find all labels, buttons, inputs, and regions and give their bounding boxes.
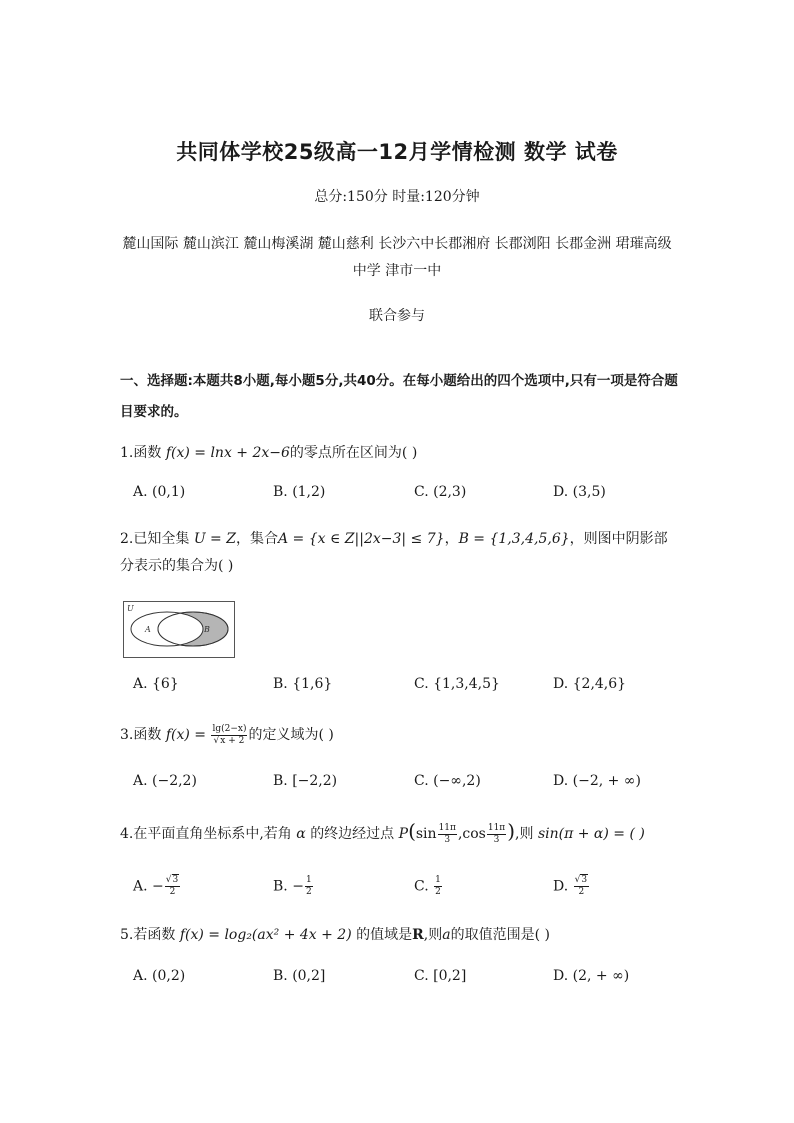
question-text: 函数 (133, 727, 162, 743)
choice-letter: B. (273, 878, 288, 895)
fraction-denominator: 3 (493, 834, 500, 845)
choice-d[interactable]: D. {2,4,6} (553, 676, 627, 692)
choice-fraction (165, 875, 180, 898)
formula-b: B = {1,3,4,5,6} (458, 531, 570, 547)
choices-5 (133, 968, 693, 994)
question-text: 的取值范围是( ) (450, 927, 550, 943)
question-text: ，集合 (235, 531, 278, 547)
question-text: ，则图中阴影部分表示的集合为( ) (120, 531, 668, 574)
fraction-denominator: 2 (305, 887, 312, 897)
choice-letter: D. (553, 878, 569, 895)
radicand: 3 (581, 875, 588, 885)
a-label: A (145, 625, 151, 634)
question-text: 若函数 (133, 927, 176, 943)
formula: f(x) = lnx + 2x−6 (165, 445, 290, 461)
choice-c[interactable] (414, 875, 443, 898)
choice-letter: C. (414, 878, 429, 895)
radicand: 3 (172, 875, 179, 885)
choice-a[interactable]: A. {6} (133, 676, 179, 692)
choice-b[interactable]: B. (1,2) (273, 484, 326, 500)
radicand: x + 2 (220, 735, 245, 746)
school-list: 麓山国际 麓山滨江 麓山梅溪湖 麓山慈利 长沙六中长郡湘府 长郡浏阳 长郡金洲 珺璀高级中学 津市一中 (122, 236, 672, 279)
choices-4 (133, 875, 693, 901)
question-text: ,则 (515, 826, 534, 842)
formula-u: U = Z (193, 531, 236, 547)
joint-note: 联合参与 (369, 308, 425, 324)
choice-a[interactable]: A. (−2,2) (133, 773, 197, 789)
choice-a[interactable] (133, 875, 181, 898)
choice-b[interactable] (273, 875, 314, 898)
choice-fraction (434, 875, 442, 898)
formula-a: A = {x ∈ Z||2x−3| ≤ 7} (277, 531, 445, 547)
question-text: 的定义域为( ) (248, 727, 334, 743)
question-number: 2. (120, 531, 134, 547)
choices-1 (133, 484, 693, 510)
choice-fraction (305, 875, 313, 898)
question-text: 的值域是 (356, 927, 413, 943)
choice-d[interactable]: D. (2, + ∞) (553, 968, 630, 984)
fraction-denominator: 2 (578, 887, 585, 897)
alpha-symbol: α (296, 826, 306, 842)
question-text: ， (444, 531, 459, 547)
choice-c[interactable]: C. [0,2] (414, 968, 467, 984)
cos-label: cos (462, 826, 486, 842)
fraction-numerator: √3 (574, 875, 588, 885)
question-text: 在平面直角坐标系中,若角 (133, 826, 292, 842)
angle-fraction (438, 823, 457, 846)
choice-d[interactable] (553, 875, 590, 898)
domain-fraction (211, 724, 247, 747)
exam-meta: 总分:150分 时量:120分钟 (314, 189, 480, 205)
choice-d[interactable]: D. (−2, + ∞) (553, 773, 641, 789)
question-number: 1. (120, 445, 134, 461)
range-symbol: R (412, 927, 424, 943)
question-number: 4. (120, 826, 134, 842)
question-3 (120, 722, 680, 749)
formula-lhs: f(x) = (165, 727, 206, 743)
fraction-denominator: √x + 2 (213, 735, 245, 746)
section-heading: 一、选择题:本题共8小题,每小题5分,共40分。在每小题给出的四个选项中,只有一项是符合题目要求的。 (120, 373, 678, 420)
choice-sign: − (292, 878, 304, 895)
question-number: 5. (120, 927, 134, 943)
question-text: ,则 (423, 927, 443, 943)
u-label: U (127, 604, 134, 613)
question-4: 4.在平面直角坐标系中,若角 α 的终边经过点 P(sin $\frac{11\pi}{3}$ ,cos $\frac{11\pi}{3}$ ),则 sin(π + α) = ( ) (120, 819, 645, 845)
question-text: 的零点所在区间为( ) (289, 445, 418, 461)
question-1 (120, 440, 680, 467)
choice-d[interactable]: D. (3,5) (553, 484, 606, 500)
choice-c[interactable]: C. (−∞,2) (414, 773, 481, 789)
question-number: 3. (120, 727, 134, 743)
question-text: 函数 (133, 445, 162, 461)
choice-b[interactable]: B. {1,6} (273, 676, 333, 692)
angle-fraction (487, 823, 506, 846)
question-5 (120, 922, 680, 949)
choice-a[interactable]: A. (0,2) (133, 968, 186, 984)
choice-letter: A. (133, 878, 148, 895)
question-text: 的终边经过点 (310, 826, 395, 842)
choices-3 (133, 773, 693, 799)
fraction-numerator: 1 (305, 875, 312, 885)
fraction-denominator: 2 (435, 887, 441, 897)
choice-c[interactable]: C. (2,3) (414, 484, 467, 500)
question-text: 已知全集 (133, 531, 190, 547)
fraction-numerator: 11π (487, 822, 506, 833)
exam-title: 共同体学校25级高一12月学情检测 数学 试卷 (176, 140, 618, 164)
choice-b[interactable]: B. (0,2] (273, 968, 326, 984)
target-formula: sin(π + α) = ( ) (537, 826, 645, 842)
formula: f(x) = log₂(ax² + 4x + 2) (179, 927, 352, 943)
fraction-numerator: 1 (435, 875, 441, 885)
param-symbol: a (442, 927, 451, 943)
choice-b[interactable]: B. [−2,2) (273, 773, 338, 789)
fraction-denominator: 3 (444, 834, 451, 845)
choice-fraction (574, 875, 589, 898)
fraction-numerator: √3 (165, 875, 179, 885)
choice-c[interactable]: C. {1,3,4,5} (414, 676, 500, 692)
sin-label: sin (415, 826, 437, 842)
choice-sign: − (152, 878, 164, 895)
choice-a[interactable]: A. (0,1) (133, 484, 186, 500)
fraction-numerator: 11π (438, 822, 456, 833)
venn-diagram (123, 601, 235, 658)
point-label: P (398, 826, 409, 842)
b-label: B (204, 625, 210, 634)
fraction-numerator: lg(2−x) (212, 723, 247, 734)
question-2 (120, 526, 680, 580)
choices-2 (133, 676, 693, 702)
fraction-denominator: 2 (169, 887, 176, 897)
